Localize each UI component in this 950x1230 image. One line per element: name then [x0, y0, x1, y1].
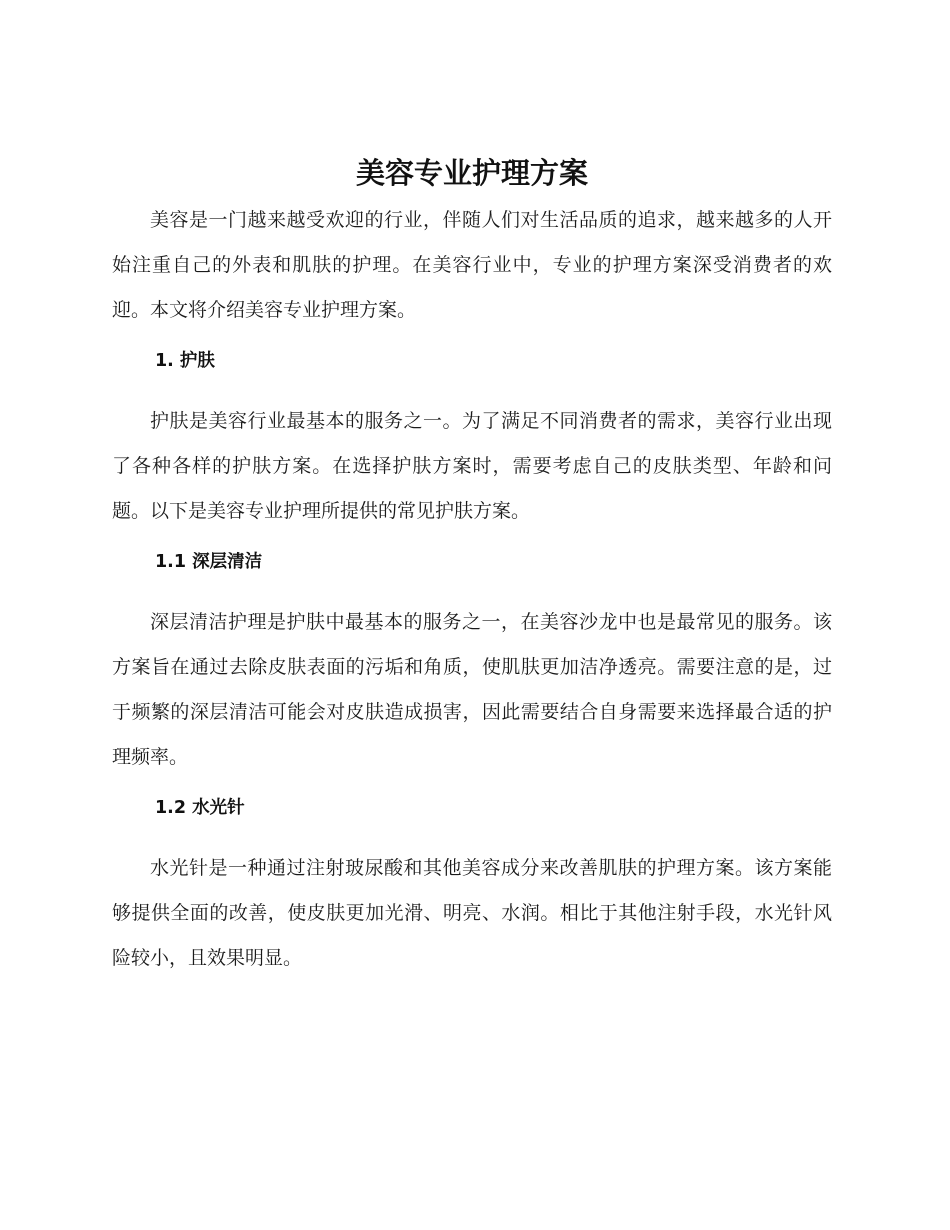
section-heading-skincare: 1. 护肤	[155, 351, 215, 371]
section-heading-deep-cleansing: 1.1 深层清洁	[155, 552, 263, 572]
section-body-hydro-needle: 水光针是一种通过注射玻尿酸和其他美容成分来改善肌肤的护理方案。该方案能够提供全面的改善，使皮肤更加光滑、明亮、水润。相比于其他注射手段，水光针风险较小，且效果明显。	[112, 857, 832, 969]
section-body-deep-cleansing: 深层清洁护理是护肤中最基本的服务之一，在美容沙龙中也是最常见的服务。该方案旨在通过去除皮肤表面的污垢和角质，使肌肤更加洁净透亮。需要注意的是，过于频繁的深层清洁可能会对皮肤造成损害，因此需要结合自身需要来选择最合适的护理频率。	[112, 611, 832, 768]
intro-paragraph: 美容是一门越来越受欢迎的行业，伴随人们对生活品质的追求，越来越多的人开始注重自己的外表和肌肤的护理。在美容行业中，专业的护理方案深受消费者的欢迎。本文将介绍美容专业护理方案。	[112, 209, 832, 321]
document-title: 美容专业护理方案	[355, 156, 588, 190]
section-heading-hydro-needle: 1.2 水光针	[155, 798, 245, 818]
section-body-skincare: 护肤是美容行业最基本的服务之一。为了满足不同消费者的需求，美容行业出现了各种各样的护肤方案。在选择护肤方案时，需要考虑自己的皮肤类型、年龄和问题。以下是美容专业护理所提供的常见护肤方案。	[112, 410, 832, 522]
document-body	[112, 148, 832, 981]
